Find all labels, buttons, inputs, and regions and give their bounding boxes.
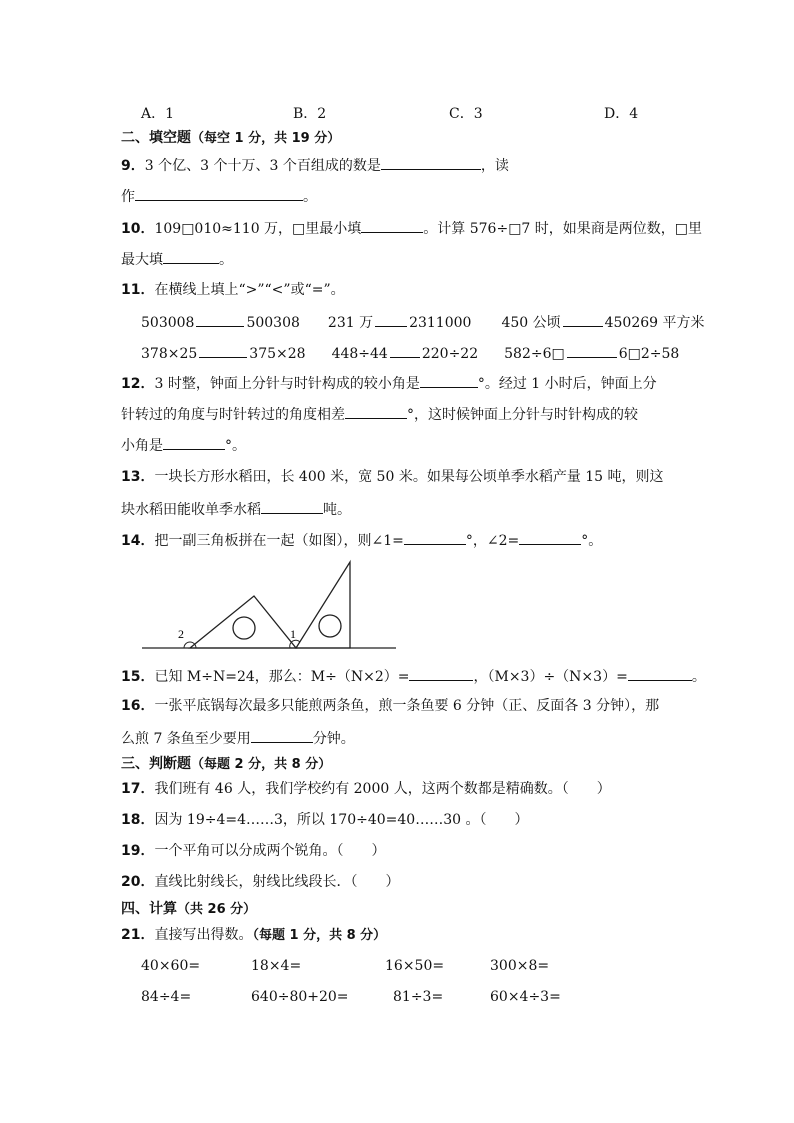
compare-row-1 — [141, 312, 705, 332]
question-9-cont — [121, 186, 317, 206]
question-text: ，读 — [480, 158, 509, 174]
question-text: 一张平底锅每次最多只能煎两条鱼，煎一条鱼要 6 分钟（正、反面各 3 分钟），那 — [154, 698, 660, 714]
question-text: 已知 M÷N=24，那么：M÷（N×2）= — [154, 669, 410, 685]
question-text: 块水稻田能收单季水稻 — [121, 502, 261, 518]
option-c: C．3 — [449, 106, 483, 122]
question-14 — [121, 530, 602, 550]
answer-blank[interactable] — [519, 530, 581, 545]
compare-left: 448÷44 — [331, 346, 388, 362]
question-number: 9． — [121, 158, 145, 174]
answer-blank[interactable] — [199, 343, 247, 358]
question-20 — [121, 873, 399, 891]
angle-1-label: 1 — [290, 627, 296, 641]
option-d: D．4 — [604, 106, 639, 122]
question-10-cont — [121, 249, 233, 269]
question-text: °，这时候钟面上分针与时针构成的较 — [407, 407, 638, 423]
question-number: 21． — [121, 927, 155, 943]
question-17 — [121, 780, 611, 798]
question-text: 直接写出得数。 — [154, 927, 253, 943]
calc-item: 18×4= — [251, 958, 302, 974]
question-text: 3 个亿、3 个十万、3 个百组成的数是 — [144, 158, 381, 174]
answer-blank[interactable] — [163, 249, 219, 264]
question-9 — [121, 155, 509, 175]
question-18 — [121, 811, 528, 829]
question-number: 18． — [121, 812, 155, 828]
option-a: A．1 — [141, 106, 175, 122]
question-text: °，∠2= — [465, 533, 520, 549]
section-note: （每空 1 分，共 19 分） — [191, 131, 341, 146]
question-text: 。 — [219, 252, 233, 268]
question-text: 我们班有 46 人，我们学校约有 2000 人，这两个数都是精确数。（ ） — [154, 781, 611, 797]
question-text: 分钟。 — [312, 731, 355, 747]
compare-left: 503008 — [141, 315, 195, 331]
answer-blank[interactable] — [404, 530, 466, 545]
compare-left: 378×25 — [141, 346, 198, 362]
section-2-heading — [121, 129, 340, 148]
question-text: 。 — [303, 189, 317, 205]
compare-right: 6□2÷58 — [618, 346, 680, 362]
section-4-heading — [121, 900, 256, 919]
question-number: 15． — [121, 669, 155, 685]
answer-blank[interactable] — [567, 343, 617, 358]
question-number: 17． — [121, 781, 155, 797]
question-11 — [121, 281, 345, 299]
question-text: 直线比射线长，射线比线段长．（ ） — [154, 874, 400, 890]
calc-item: 300×8= — [490, 958, 550, 974]
question-text: 在横线上填上“>”“<”或“=”。 — [154, 282, 345, 298]
compare-left: 582÷6□ — [504, 346, 565, 362]
question-text: 109□010≈110 万，□里最小填 — [154, 221, 362, 237]
ruler-hole — [233, 617, 255, 639]
calc-item: 40×60= — [141, 958, 201, 974]
question-text: °。 — [581, 533, 603, 549]
answer-blank[interactable] — [135, 186, 303, 201]
compare-right: 500308 — [246, 315, 300, 331]
question-number: 16． — [121, 698, 155, 714]
compare-left: 231 万 — [327, 315, 374, 331]
calc-item: 16×50= — [385, 958, 445, 974]
section-title: 三、判断题 — [121, 756, 191, 772]
question-number: 19． — [121, 843, 155, 859]
calc-item: 640÷80+20= — [251, 989, 349, 1005]
answer-blank[interactable] — [345, 404, 407, 419]
question-text: 把一副三角板拼在一起（如图），则∠1= — [154, 533, 404, 549]
calc-item: 60×4÷3= — [490, 989, 561, 1005]
section-note: （每题 2 分，共 8 分） — [191, 757, 332, 772]
question-number: 13． — [121, 469, 155, 485]
compare-right: 375×28 — [249, 346, 306, 362]
section-note: （共 26 分） — [177, 902, 257, 917]
answer-blank[interactable] — [196, 312, 244, 327]
answer-blank[interactable] — [409, 666, 473, 681]
angle-2-label: 2 — [178, 627, 184, 641]
question-text: °。 — [225, 438, 246, 454]
question-note: （每题 1 分，共 8 分） — [252, 928, 387, 943]
question-10 — [121, 218, 702, 238]
isosceles-triangle-ruler — [190, 596, 296, 648]
question-text: °。经过 1 小时后，钟面上分 — [477, 376, 657, 392]
answer-blank[interactable] — [563, 312, 603, 327]
question-12 — [121, 373, 657, 393]
question-12-cont2 — [121, 435, 246, 455]
answer-blank[interactable] — [251, 728, 313, 743]
question-number: 11． — [121, 282, 155, 298]
triangle-rulers-figure — [140, 558, 400, 652]
question-text: 针转过的角度与时针转过的角度相差 — [121, 407, 345, 423]
question-text: 最大填 — [121, 252, 163, 268]
question-text: 一块长方形水稻田，长 400 米，宽 50 米。如果每公顷单季水稻产量 15 吨，则这 — [154, 469, 664, 485]
answer-blank[interactable] — [163, 435, 225, 450]
question-number: 10． — [121, 221, 155, 237]
section-title: 四、计算 — [121, 901, 177, 917]
answer-blank[interactable] — [390, 343, 420, 358]
question-text: 3 时整，钟面上分针与时针构成的较小角是 — [154, 376, 420, 392]
question-text: 。计算 576÷□7 时，如果商是两位数，□里 — [423, 221, 703, 237]
question-number: 12． — [121, 376, 155, 392]
answer-blank[interactable] — [375, 312, 407, 327]
question-text: 一个平角可以分成两个锐角。（ ） — [154, 843, 386, 859]
question-19 — [121, 842, 385, 860]
option-b: B．2 — [293, 106, 327, 122]
question-21 — [121, 926, 386, 945]
answer-blank[interactable] — [628, 666, 692, 681]
ruler-hole — [319, 615, 341, 637]
question-text: 小角是 — [121, 438, 163, 454]
answer-blank[interactable] — [381, 155, 481, 170]
answer-blank[interactable] — [420, 373, 478, 388]
compare-right: 2311000 — [409, 315, 472, 331]
compare-right: 220÷22 — [421, 346, 479, 362]
question-12-cont — [121, 404, 638, 424]
compare-right: 450269 平方米 — [604, 315, 705, 331]
answer-blank[interactable] — [261, 499, 323, 514]
calc-item: 84÷4= — [141, 989, 192, 1005]
question-text: 么煎 7 条鱼至少要用 — [121, 731, 251, 747]
question-13-cont — [121, 499, 351, 519]
question-number: 20． — [121, 874, 155, 890]
calc-item: 81÷3= — [393, 989, 444, 1005]
question-text: ，（M×3）÷（N×3）= — [473, 669, 628, 685]
question-text: 因为 19÷4=4……3，所以 170÷40=40……30 。（ ） — [154, 812, 529, 828]
section-3-heading — [121, 755, 331, 774]
question-text: 吨。 — [323, 502, 351, 518]
section-title: 二、填空题 — [121, 130, 191, 146]
question-16 — [121, 697, 659, 715]
question-15 — [121, 666, 706, 686]
answer-blank[interactable] — [361, 218, 423, 233]
compare-row-2 — [141, 343, 679, 363]
question-number: 14． — [121, 533, 155, 549]
question-16-cont — [121, 728, 355, 748]
question-13 — [121, 468, 664, 486]
compare-left: 450 公顷 — [501, 315, 561, 331]
question-text: 。 — [691, 669, 706, 685]
question-text: 作 — [121, 189, 135, 205]
